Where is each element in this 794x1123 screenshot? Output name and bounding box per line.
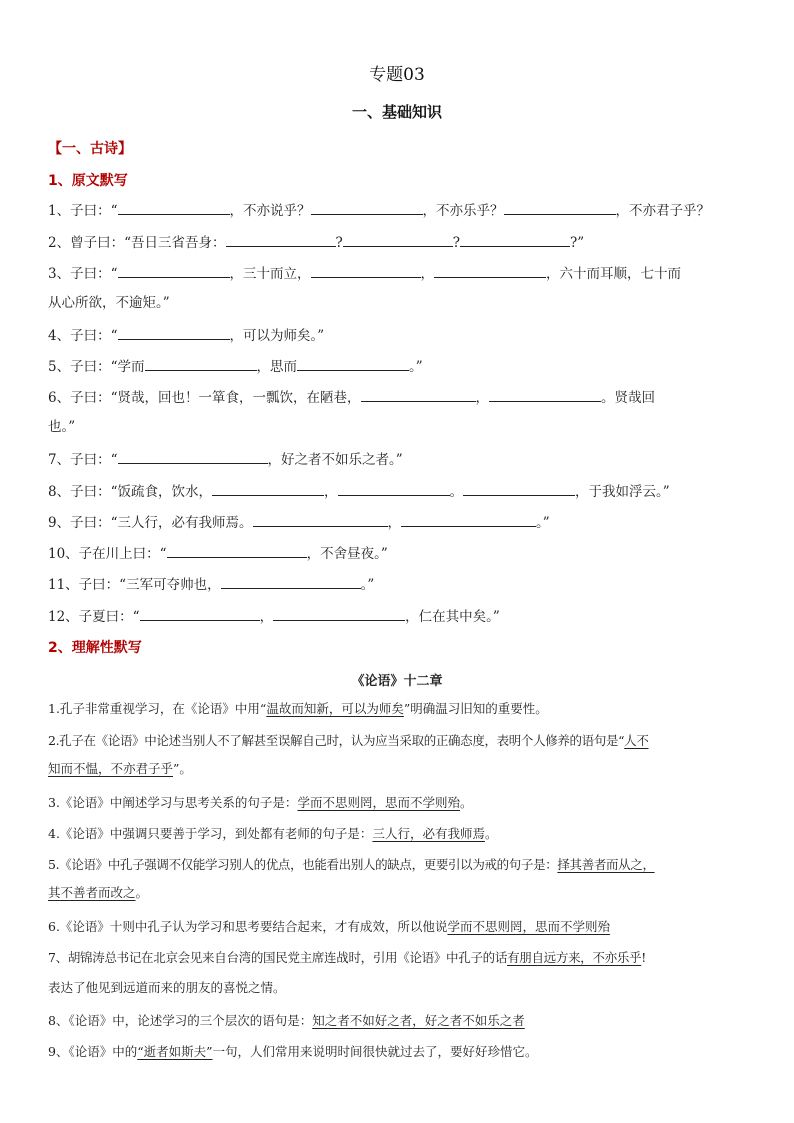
comprehension-item-7: 7、胡锦涛总书记在北京会见来自台湾的国民党主席连战时，引用《论语》中孔子的话有朋自远方来，不亦乐乎! 表达了他见到远道而来的朋友的喜悦之情。 [48, 950, 646, 995]
page-subtitle: 一、基础知识 [351, 103, 442, 121]
subsection-recitation: 1、原文默写 [48, 173, 128, 189]
answer-blank[interactable] [434, 263, 546, 278]
comprehension-item-2: 2.孔子在《论语》中论述当别人不了解甚至误解自己时，认为应当采取的正确态度，表明个人修养的语句是“人不 知而不愠，不亦君子乎”。 [48, 733, 649, 776]
answer-blank[interactable] [311, 200, 423, 215]
section-heading-analects: 《论语》十二章 [351, 674, 443, 689]
answer-blank[interactable] [118, 325, 230, 340]
answer-blank[interactable] [118, 263, 230, 278]
answer-blank[interactable] [273, 606, 405, 621]
answer-blank[interactable] [118, 200, 230, 215]
answer-blank[interactable] [343, 232, 453, 247]
comprehension-item-3: 3.《论语》中阐述学习与思考关系的句子是：学而不思则罔，思而不学则殆。 [48, 795, 473, 810]
comprehension-item-1: 1.孔子非常重视学习，在《论语》中用“温故而知新，可以为师矣”明确温习旧知的重要性。 [48, 701, 548, 716]
answer-blank[interactable] [140, 606, 260, 621]
answer-blank[interactable] [361, 387, 476, 402]
page-title: 专题03 [369, 65, 425, 85]
answer-blank[interactable] [253, 512, 388, 527]
answer-blank[interactable] [338, 481, 450, 496]
recitation-line-2: 2、曾子曰：“吾日三省吾身： ? ? ?” [48, 232, 748, 253]
recitation-line-6-cont: 也。” [48, 419, 76, 435]
comprehension-item-4: 4.《论语》中强调只要善于学习，到处都有老师的句子是：三人行，必有我师焉。 [48, 826, 498, 841]
comprehension-item-6: 6.《论语》十则中孔子认为学习和思考要结合起来，才有成效，所以他说学而不思则罔，思而不学则殆 [48, 919, 610, 934]
comprehension-item-9: 9、《论语》中的“逝者如斯夫”一句，人们常用来说明时间很快就过去了，要好好珍惜它。 [48, 1044, 538, 1059]
recitation-line-1: 1、子曰：“ ，不亦说乎？ ，不亦乐乎？ ，不亦君子乎？ [48, 200, 748, 221]
answer-blank[interactable] [401, 512, 536, 527]
answer-blank[interactable] [504, 200, 616, 215]
answer-blank[interactable] [167, 543, 307, 558]
answer-blank[interactable] [118, 449, 268, 464]
answer-blank[interactable] [463, 481, 575, 496]
answer-blank[interactable] [489, 387, 601, 402]
comprehension-item-5: 5.《论语》中孔子强调不仅能学习别人的优点，也能看出别人的缺点，更要引以为戒的句子是：择其善者而从之， 其不善者而改之。 [48, 857, 655, 900]
recitation-line-5: 5、子曰：“学而 ，思而 。” [48, 356, 748, 377]
recitation-line-9: 9、子曰：“三人行，必有我师焉。 ， 。” [48, 512, 748, 533]
recitation-line-11: 11、子曰：“三军可夺帅也， 。” [48, 574, 748, 595]
answer-blank[interactable] [311, 263, 421, 278]
recitation-line-7: 7、子曰：“ ，好之者不如乐之者。” [48, 449, 748, 470]
answer-blank[interactable] [212, 481, 324, 496]
recitation-line-3-cont: 从心所欲，不逾矩。” [48, 295, 170, 311]
answer-blank[interactable] [226, 232, 336, 247]
recitation-line-4: 4、子曰：“ ，可以为师矣。” [48, 325, 748, 346]
recitation-line-3: 3、子曰：“ ，三十而立， ， ，六十而耳顺，七十而 [48, 263, 748, 284]
recitation-line-8: 8、子曰：“饭疏食，饮水， ， 。 ，于我如浮云。” [48, 481, 748, 502]
answer-blank[interactable] [221, 574, 361, 589]
recitation-line-12: 12、子夏曰：“ ， ，仁在其中矣。” [48, 606, 748, 627]
answer-blank[interactable] [297, 356, 409, 371]
answer-blank[interactable] [145, 356, 257, 371]
comprehension-item-8: 8、《论语》中，论述学习的三个层次的语句是：知之者不如好之者，好之者不如乐之者 [48, 1013, 525, 1028]
subsection-comprehension: 2、理解性默写 [48, 640, 142, 656]
recitation-line-6: 6、子曰：“贤哉，回也！一箪食，一瓢饮，在陋巷， ， 。贤哉回 [48, 387, 748, 408]
recitation-line-10: 10、子在川上曰：“ ，不舍昼夜。” [48, 543, 748, 564]
answer-blank[interactable] [460, 232, 570, 247]
section-label-poetry: 【一、古诗】 [48, 141, 132, 157]
